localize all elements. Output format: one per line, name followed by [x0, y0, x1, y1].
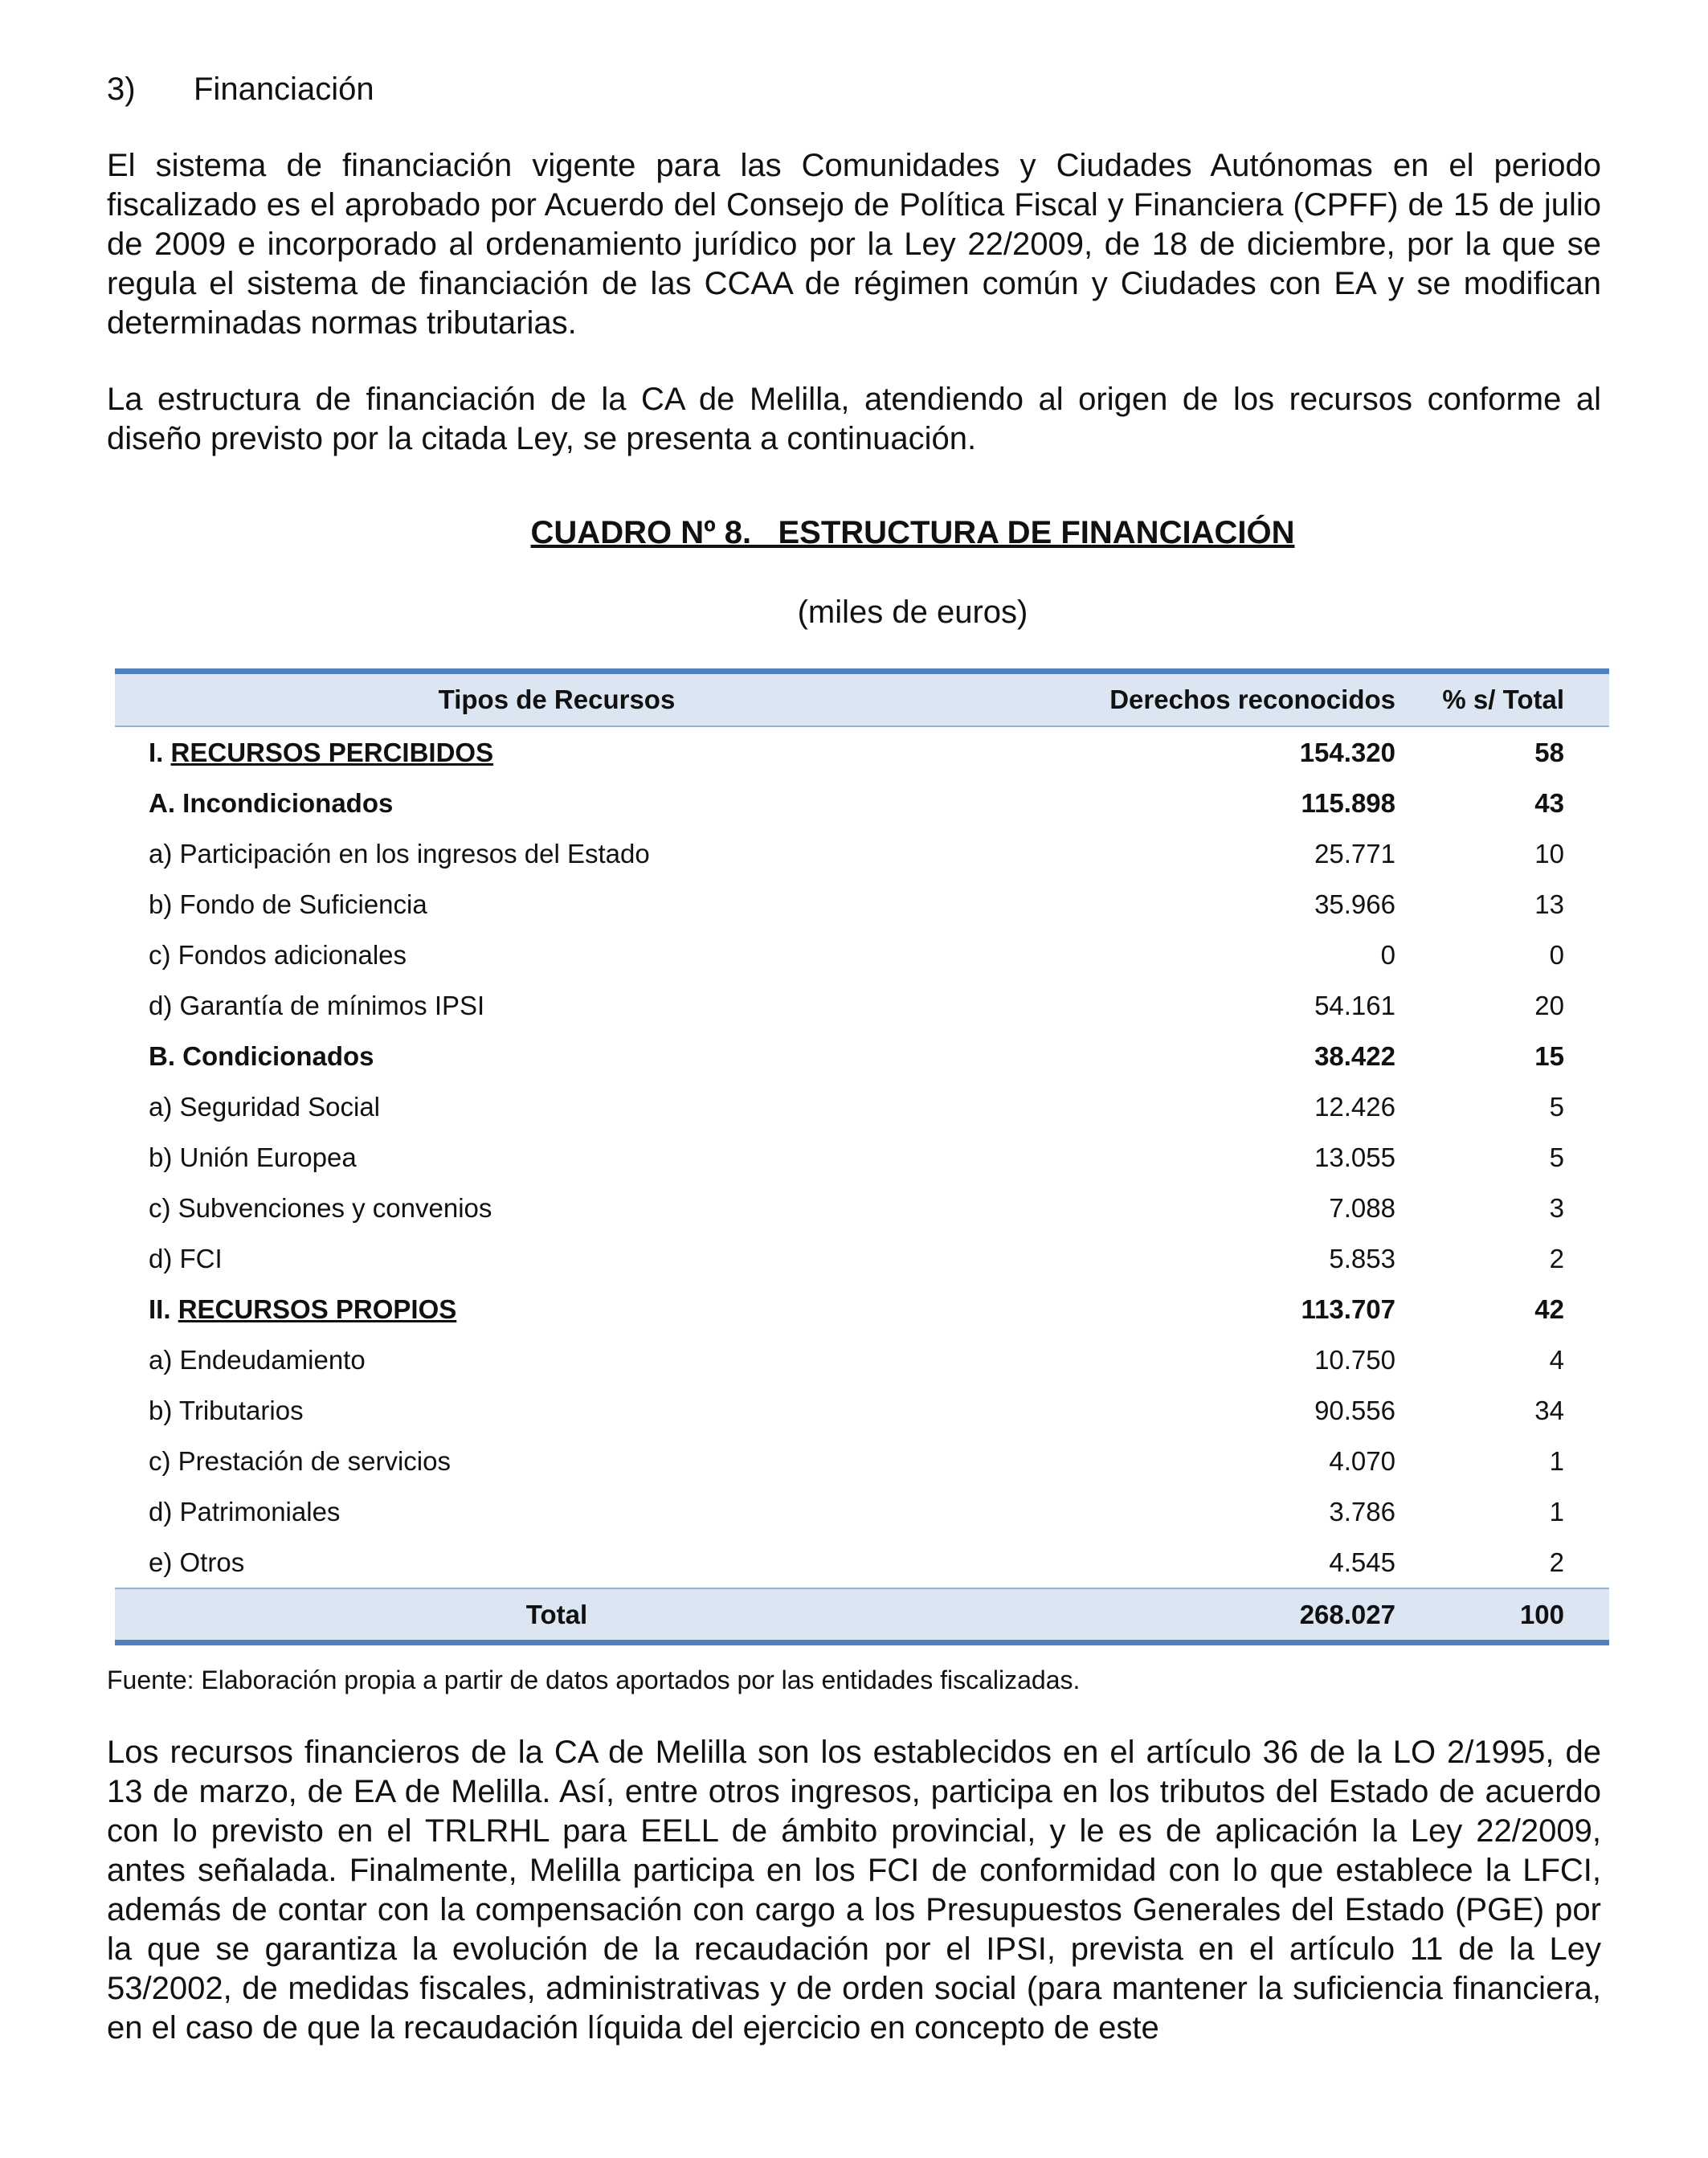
row-label: d) FCI: [149, 1243, 223, 1273]
row-percent: 1: [1549, 1445, 1564, 1476]
row-label-text: RECURSOS PERCIBIDOS: [170, 737, 494, 767]
row-value: 13.055: [1314, 1142, 1395, 1172]
row-label: c) Subvenciones y convenios: [149, 1192, 492, 1223]
table-row: [115, 879, 1609, 930]
table-row: [115, 1183, 1609, 1233]
table-total-row: [115, 1588, 1609, 1643]
table-row: [115, 1537, 1609, 1588]
table-row: [115, 1132, 1609, 1183]
table-row: [115, 726, 1609, 778]
row-percent: 43: [1534, 787, 1564, 818]
section-title: Financiación: [194, 72, 374, 107]
row-prefix: I.: [149, 737, 171, 767]
row-label: b) Fondo de Suficiencia: [149, 889, 427, 919]
row-percent: 0: [1549, 939, 1564, 970]
row-label: d) Garantía de mínimos IPSI: [149, 990, 485, 1020]
row-value: 7.088: [1329, 1192, 1395, 1223]
table-row: [115, 930, 1609, 980]
table-row: [115, 1284, 1609, 1334]
row-value: 10.750: [1314, 1344, 1395, 1375]
total-percent: 100: [1408, 1588, 1609, 1643]
row-value: 154.320: [1299, 737, 1395, 767]
row-value: 35.966: [1314, 889, 1395, 919]
header-recognized-rights: Derechos reconocidos: [999, 672, 1408, 727]
row-label: a) Seguridad Social: [149, 1091, 381, 1122]
row-percent: 2: [1549, 1243, 1564, 1273]
row-label: c) Prestación de servicios: [149, 1445, 451, 1476]
row-label: b) Tributarios: [149, 1395, 304, 1425]
row-value: 25.771: [1314, 838, 1395, 869]
total-value: 268.027: [999, 1588, 1408, 1643]
row-percent: 42: [1534, 1294, 1564, 1324]
table-row: [115, 828, 1609, 879]
row-percent: 2: [1549, 1547, 1564, 1577]
row-label: e) Otros: [149, 1547, 245, 1577]
financing-table: [115, 668, 1609, 1645]
row-value: 38.422: [1314, 1040, 1395, 1071]
row-percent: 5: [1549, 1091, 1564, 1122]
row-percent: 4: [1549, 1344, 1564, 1375]
row-value: 3.786: [1329, 1496, 1395, 1527]
row-label: d) Patrimoniales: [149, 1496, 341, 1527]
row-prefix: II.: [149, 1294, 178, 1324]
table-header-row: [115, 672, 1609, 727]
table-units: (miles de euros): [797, 595, 1028, 630]
intro-paragraph: El sistema de financiación vigente para las Comunidades y Ciudades Autónomas en el periodo fiscalizado es el aprobado por Acuerdo del Consejo de Política Fiscal y Financiera (CPFF) de 15 de julio de 2009 e incorporado al ordenamiento jurídico por la Ley 22/2009, de 18 de diciembre, por la que se regula el sistema de financiación de las CCAA de régimen común y Ciudades con EA y se modifican determinadas normas tributarias.: [107, 148, 1601, 341]
row-value: 12.426: [1314, 1091, 1395, 1122]
row-value: 5.853: [1329, 1243, 1395, 1273]
table-row: [115, 1233, 1609, 1284]
row-label: [115, 726, 999, 778]
table-row: [115, 1334, 1609, 1385]
row-label: B. Condicionados: [149, 1040, 374, 1071]
closing-paragraph: Los recursos financieros de la CA de Melilla son los establecidos en el artículo 36 de la LO 2/1995, de 13 de marzo, de EA de Melilla. Así, entre otros ingresos, participa en los tributos del Estado de acuerdo con lo previsto en el TRLRHL para EELL de ámbito provincial, y le es de aplicación la Ley 22/2009, antes señalada. Finalmente, Melilla participa en los FCI de conformidad con lo que establece la LFCI, además de contar con la compensación con cargo a los Presupuestos Generales del Estado (PGE) por la que se garantiza la evolución de la recaudación por el IPSI, prevista en el artículo 11 de la Ley 53/2002, de medidas fiscales, administrativas y de orden social (para mantener la suficiencia financiera, en el caso de que la recaudación líquida del ejercicio en concepto de este: [107, 1735, 1601, 2046]
header-percent-total: % s/ Total: [1408, 672, 1609, 727]
row-value: 115.898: [1301, 787, 1395, 818]
section-number: 3): [107, 72, 136, 107]
table-row: [115, 1081, 1609, 1132]
row-label: a) Participación en los ingresos del Estado: [149, 838, 650, 869]
row-value: 54.161: [1314, 990, 1395, 1020]
table-row: [115, 1031, 1609, 1081]
row-percent: 34: [1534, 1395, 1564, 1425]
row-label: [115, 1284, 999, 1334]
row-value: 113.707: [1301, 1294, 1395, 1324]
row-percent: 5: [1549, 1142, 1564, 1172]
row-label: A. Incondicionados: [149, 787, 394, 818]
row-value: 0: [1380, 939, 1395, 970]
table-row: [115, 980, 1609, 1031]
row-percent: 3: [1549, 1192, 1564, 1223]
row-label-text: RECURSOS PROPIOS: [178, 1294, 457, 1324]
table-source-note: Fuente: Elaboración propia a partir de datos aportados por las entidades fiscalizadas.: [107, 1666, 1081, 1694]
row-value: 4.070: [1329, 1445, 1395, 1476]
row-label: b) Unión Europea: [149, 1142, 357, 1172]
table-row: [115, 778, 1609, 828]
row-percent: 13: [1534, 889, 1564, 919]
header-resource-types: Tipos de Recursos: [115, 672, 999, 727]
table-row: [115, 1385, 1609, 1436]
row-value: 4.545: [1329, 1547, 1395, 1577]
row-percent: 58: [1534, 737, 1564, 767]
table-row: [115, 1486, 1609, 1537]
total-label: Total: [115, 1588, 999, 1643]
row-percent: 10: [1534, 838, 1564, 869]
row-value: 90.556: [1314, 1395, 1395, 1425]
row-percent: 15: [1534, 1040, 1564, 1071]
row-percent: 20: [1534, 990, 1564, 1020]
row-percent: 1: [1549, 1496, 1564, 1527]
structure-paragraph: La estructura de financiación de la CA de Melilla, atendiendo al origen de los recursos conforme al diseño previsto por la citada Ley, se presenta a continuación.: [107, 382, 1601, 456]
section-heading: [107, 69, 374, 109]
row-label: c) Fondos adicionales: [149, 939, 407, 970]
row-label: a) Endeudamiento: [149, 1344, 366, 1375]
table-row: [115, 1436, 1609, 1486]
table-title: CUADRO Nº 8. ESTRUCTURA DE FINANCIACIÓN: [530, 515, 1295, 550]
